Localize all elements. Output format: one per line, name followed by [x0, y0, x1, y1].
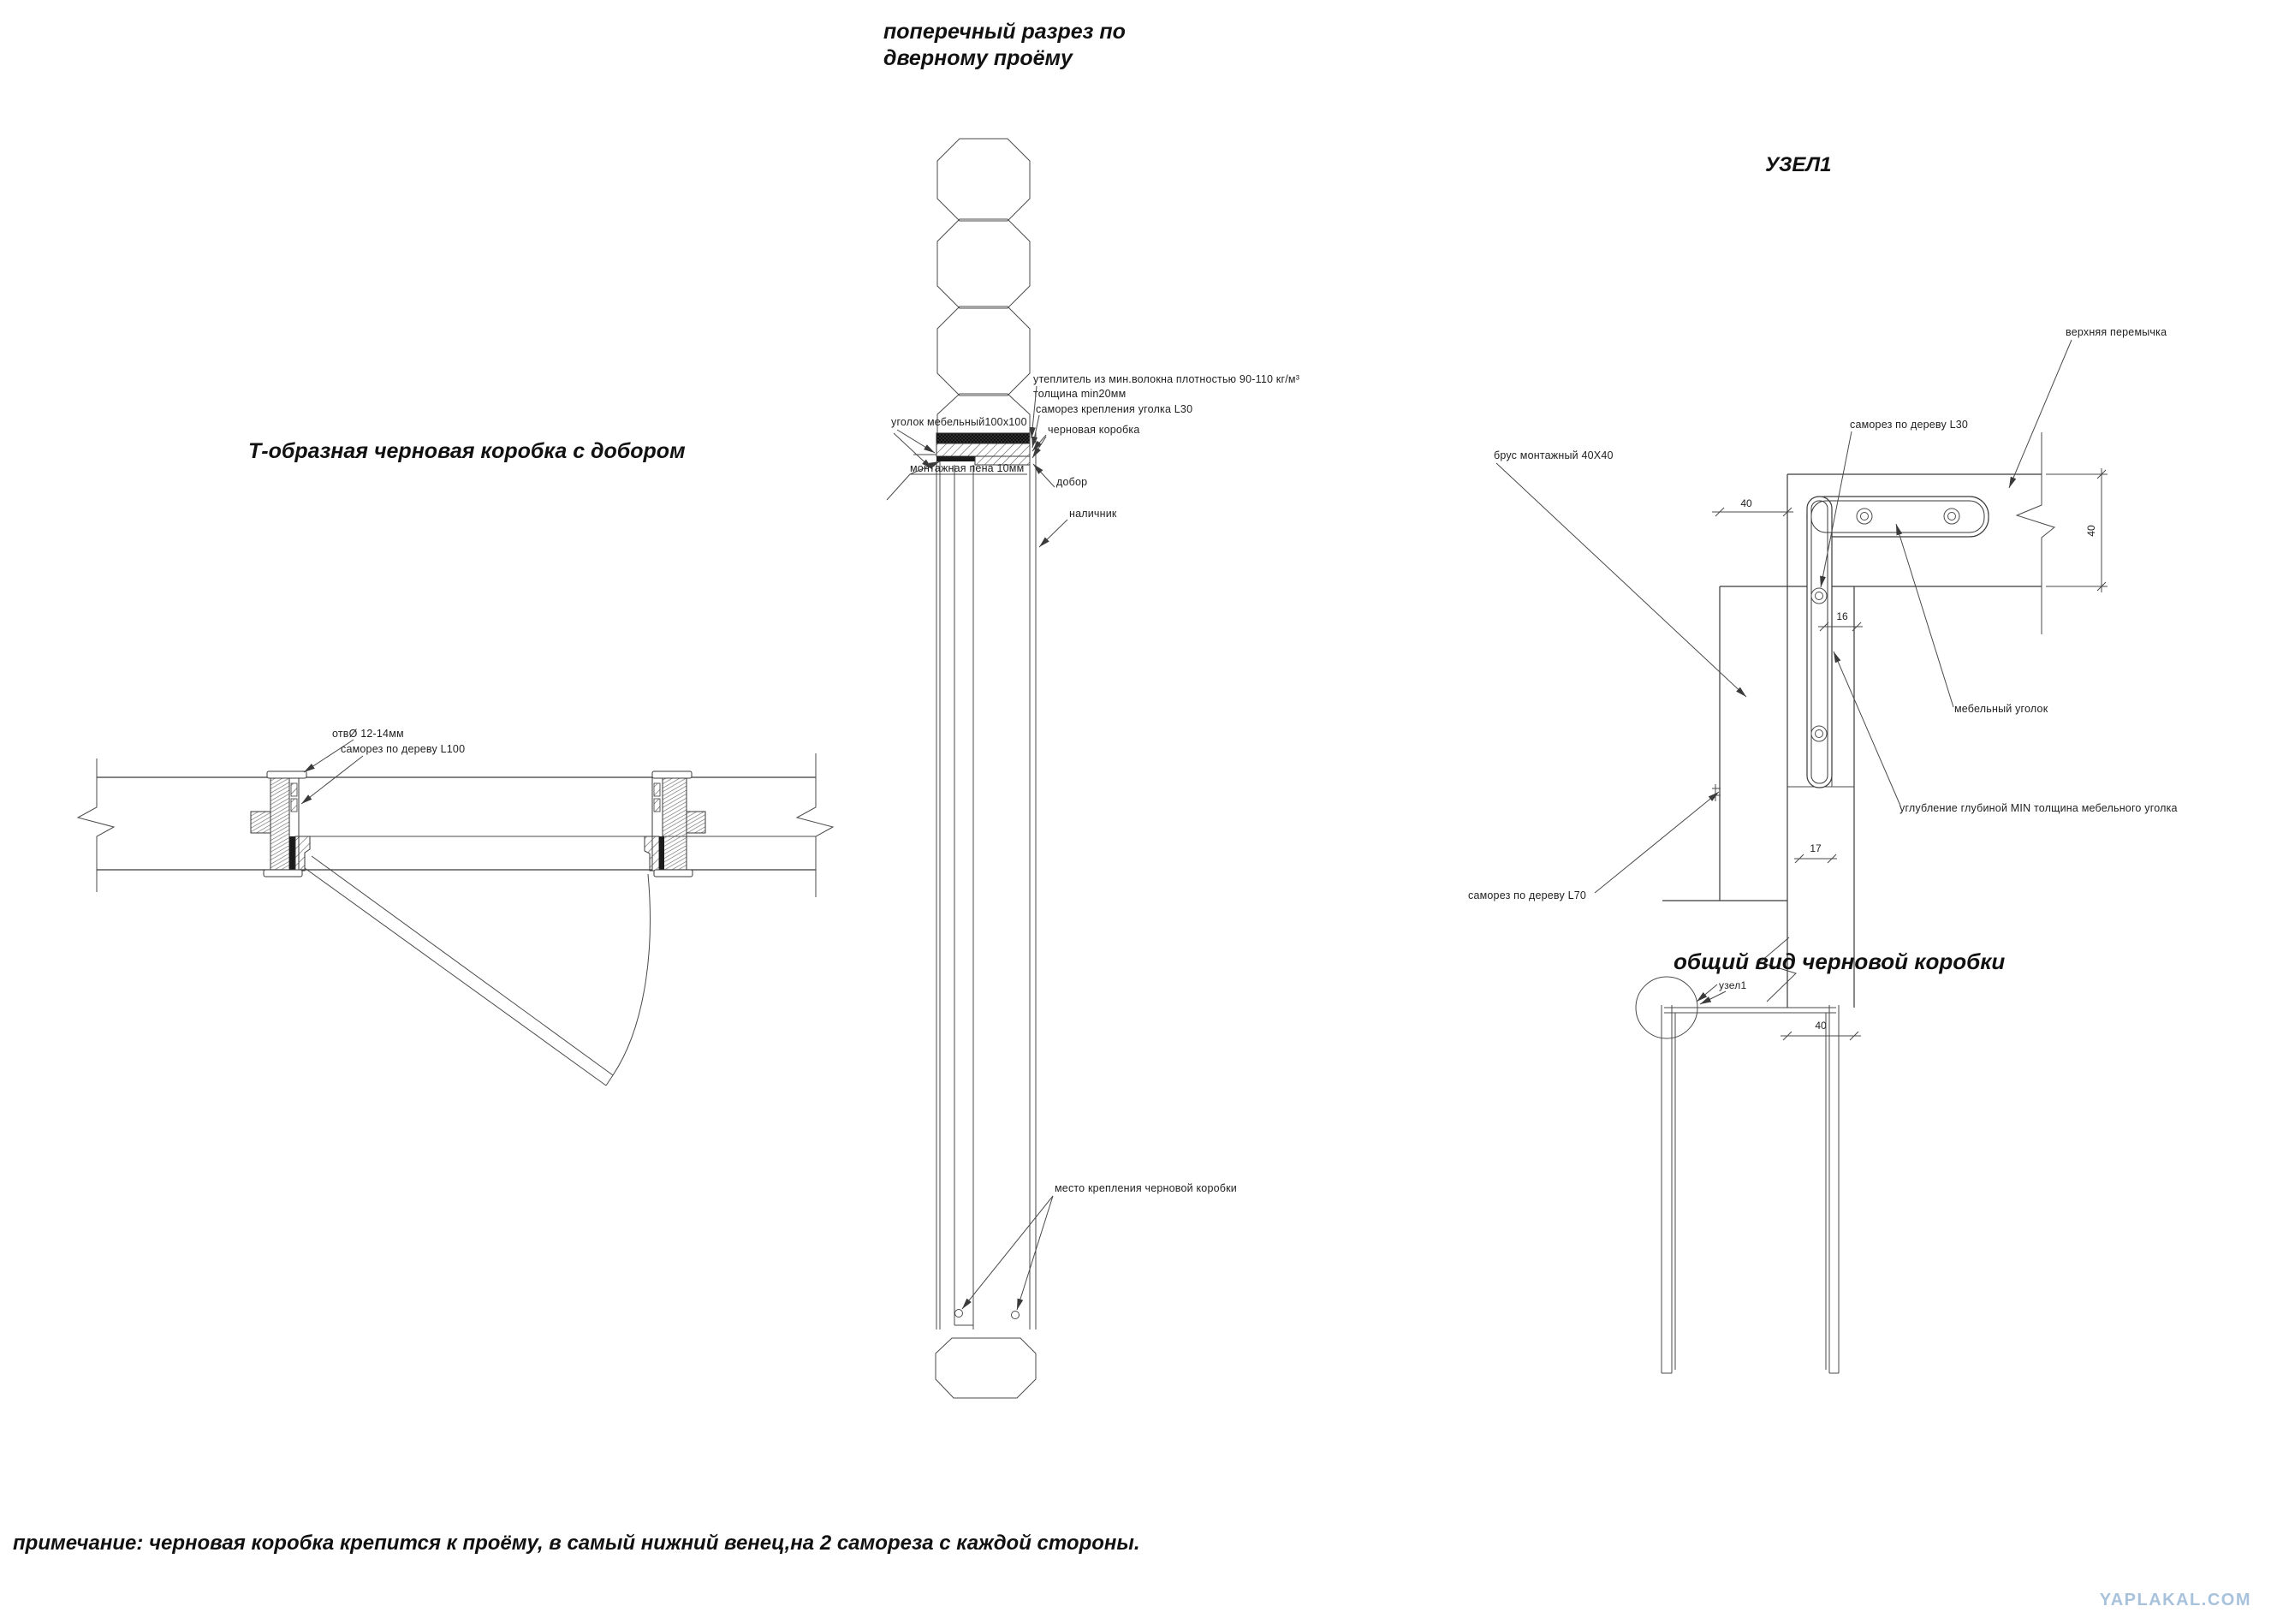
- label-screw-l100: саморез по дереву L100: [341, 743, 466, 755]
- dim-offset-16: 16: [1836, 610, 1848, 622]
- label-screw-l30: саморез по дереву L30: [1850, 419, 1969, 431]
- jamb-cap: [264, 870, 302, 877]
- label-recess: углубление глубиной MIN толщина мебельного уголка: [1899, 802, 2178, 814]
- jamb-cap: [267, 771, 306, 778]
- label-hole-diameter: отвØ 12-14мм: [332, 728, 404, 740]
- foam-strip: [659, 836, 664, 871]
- right-jamb-board: [663, 777, 687, 871]
- foam-strip: [289, 836, 295, 871]
- label-mounting-bar: брус монтажный 40X40: [1494, 449, 1614, 461]
- label-top-lintel: верхняя перемычка: [2066, 326, 2167, 338]
- uzel1-callout-label: узел1: [1719, 979, 1747, 991]
- note-text: примечание: черновая коробка крепится к проёму, в самый нижний венец,на 2 самореза с каждой стороны.: [13, 1532, 1140, 1555]
- label-screw-l30: саморез крепления уголка L30: [1036, 403, 1193, 415]
- rough-frame-board: [936, 443, 1030, 456]
- general-view-title: общий вид черновой коробки: [1674, 949, 2006, 974]
- t-frame-title: Т-образная черновая коробка с добором: [248, 439, 686, 463]
- jamb-cap: [652, 771, 692, 778]
- insulation-band: [936, 433, 1030, 443]
- watermark: YAPLAKAL.COM: [2099, 1591, 2251, 1609]
- screw-slot: [654, 799, 660, 812]
- left-jamb-board: [271, 777, 289, 871]
- label-insulation: утеплитель из мин.волокна плотностью 90-110 кг/м³: [1033, 373, 1300, 385]
- left-jamb-tab: [251, 812, 271, 833]
- label-furniture-angle: мебельный уголок: [1954, 703, 2048, 715]
- dim-lintel-height: 40: [2085, 525, 2097, 537]
- label-thickness: толщина min20мм: [1033, 388, 1127, 400]
- dim-offset-17: 17: [1810, 842, 1822, 854]
- label-fixing-place: место крепления черновой коробки: [1055, 1182, 1237, 1194]
- uzel1-title: УЗЕЛ1: [1765, 153, 1832, 176]
- screw-slot: [654, 783, 660, 796]
- right-jamb-tab: [687, 812, 705, 833]
- label-dobor: добор: [1056, 476, 1088, 488]
- label-screw-l70: саморез по дереву L70: [1468, 889, 1587, 901]
- screw-slot: [291, 799, 297, 812]
- jamb-cap: [654, 870, 693, 877]
- cross-section-title-line2: дверному проёму: [883, 46, 1073, 70]
- label-nalichnik: наличник: [1069, 508, 1117, 520]
- header-assembly: [936, 433, 1030, 465]
- cross-section-title-line1: поперечный разрез по: [883, 20, 1126, 44]
- dim-stud-width: 40: [1815, 1020, 1827, 1032]
- label-furniture-angle: уголок мебельный100x100: [891, 416, 1027, 428]
- foam-strip: [936, 456, 975, 461]
- label-foam: монтажная пена 10мм: [910, 462, 1025, 474]
- label-rough-frame: черновая коробка: [1048, 424, 1140, 436]
- dim-bar-width: 40: [1740, 497, 1752, 509]
- screw-slot: [291, 783, 297, 796]
